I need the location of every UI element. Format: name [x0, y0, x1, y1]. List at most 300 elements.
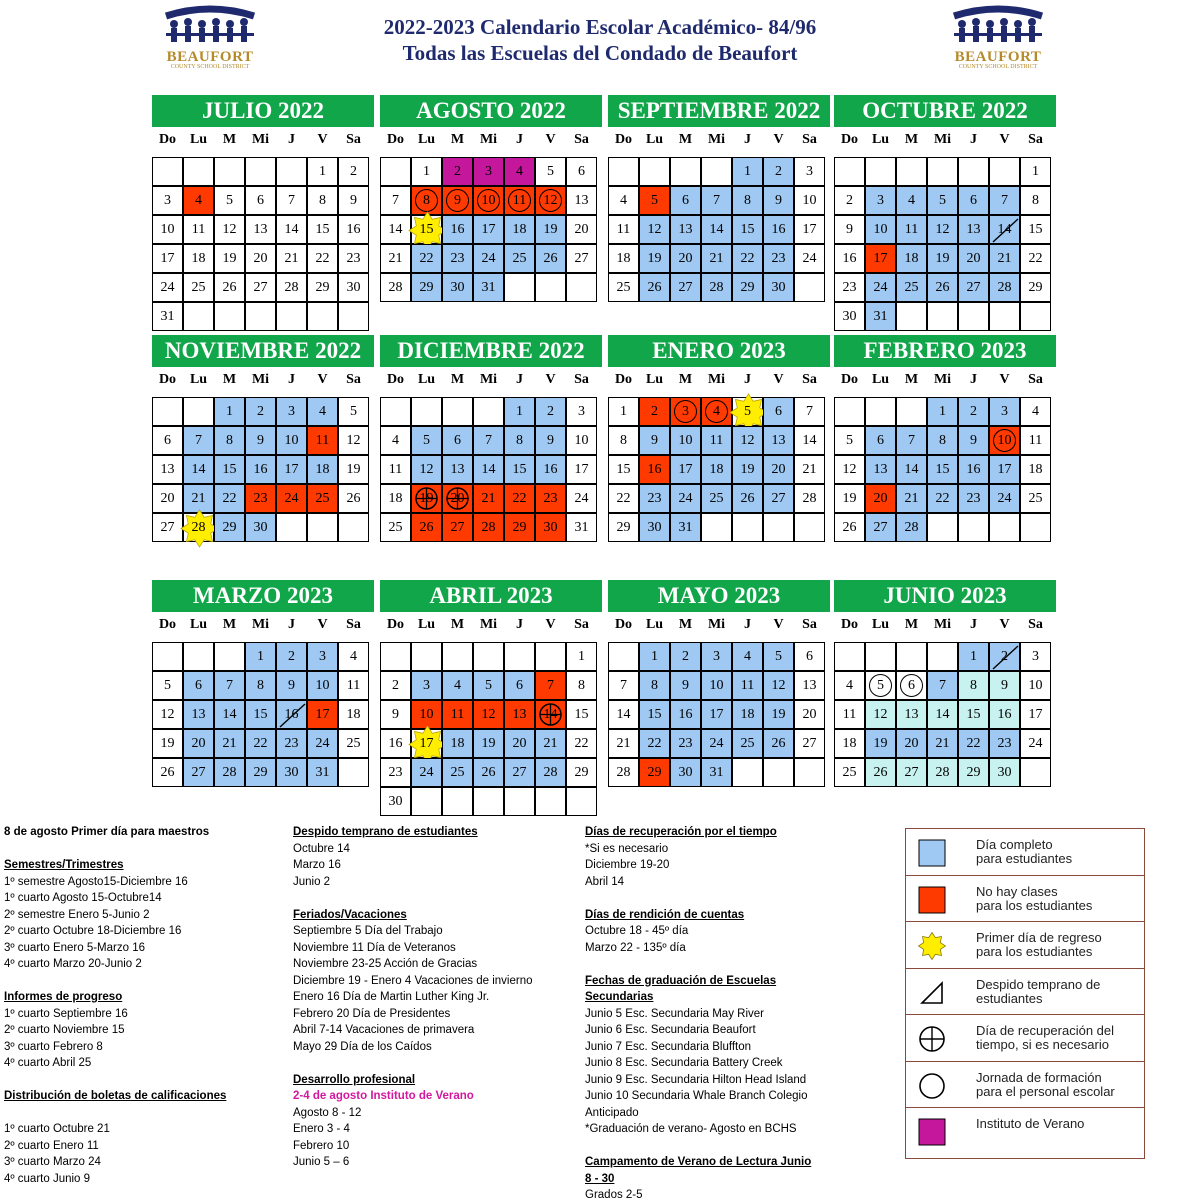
day-cell: 15	[958, 700, 989, 729]
day-cell: 25	[608, 273, 639, 302]
day-cell: 11	[442, 700, 473, 729]
day-cell: 28	[214, 758, 245, 787]
day-cell: 29	[1020, 273, 1051, 302]
month-title: JULIO 2022	[152, 95, 374, 127]
note-line: Junio 6 Esc. Secundaria Beaufort	[585, 1024, 756, 1036]
day-cell: 4	[307, 397, 338, 426]
empty-day-cell	[307, 513, 338, 542]
day-cell: 16	[276, 700, 307, 729]
day-cell: 1	[639, 642, 670, 671]
day-cell: 13	[670, 215, 701, 244]
month-8	[834, 335, 1056, 535]
weekday-label: Lu	[871, 617, 890, 632]
day-cell: 7	[794, 397, 825, 426]
weekday-label: Mi	[707, 132, 726, 147]
day-cell: 7	[276, 186, 307, 215]
day-cell: 5	[732, 397, 763, 426]
day-cell: 5	[411, 426, 442, 455]
empty-day-cell	[834, 397, 865, 426]
note-line: Secundarias	[585, 991, 654, 1003]
weekday-label: M	[678, 617, 693, 632]
empty-day-cell	[958, 157, 989, 186]
day-cell: 25	[380, 513, 411, 542]
weekday-label: V	[317, 617, 328, 632]
day-cell: 1	[504, 397, 535, 426]
day-cell: 20	[504, 729, 535, 758]
day-cell: 26	[927, 273, 958, 302]
weekday-label: J	[970, 132, 977, 147]
title-line-2: Todas las Escuelas del Condado de Beaufort	[402, 41, 798, 65]
day-cell: 23	[763, 244, 794, 273]
notes-column-1	[4, 824, 284, 1187]
day-cell: 23	[670, 729, 701, 758]
weekday-label: Lu	[871, 372, 890, 387]
day-cell: 13	[896, 700, 927, 729]
day-cell: 26	[338, 484, 369, 513]
day-cell: 29	[608, 513, 639, 542]
day-cell: 1	[214, 397, 245, 426]
day-cell: 21	[794, 455, 825, 484]
weekday-label: Lu	[645, 372, 664, 387]
empty-day-cell	[183, 157, 214, 186]
legend-label-line: para los estudiantes	[976, 897, 1093, 913]
day-cell: 2	[442, 157, 473, 186]
empty-day-cell	[183, 397, 214, 426]
district-logo-left	[162, 4, 258, 74]
title-line-1: 2022-2023 Calendario Escolar Académico- 84/96	[383, 15, 817, 39]
day-cell: 17	[989, 455, 1020, 484]
day-cell: 27	[865, 513, 896, 542]
legend-label	[976, 1024, 1141, 1052]
month-12	[834, 580, 1056, 780]
weekday-label: Do	[386, 132, 405, 147]
day-cell: 28	[183, 513, 214, 542]
empty-day-cell	[411, 787, 442, 816]
legend-label-line: para los estudiantes	[976, 944, 1093, 959]
day-cell: 26	[639, 273, 670, 302]
district-logo-right	[950, 4, 1046, 74]
note-line: Feriados/Vacaciones	[293, 908, 407, 921]
note-line	[4, 973, 284, 990]
circle-cross-icon	[918, 1025, 946, 1053]
day-cell: 23	[276, 729, 307, 758]
weekday-header	[380, 127, 602, 153]
note-line	[585, 956, 885, 973]
empty-day-cell	[380, 397, 411, 426]
empty-day-cell	[245, 302, 276, 331]
note-line: 1º cuarto Septiembre 16	[4, 1007, 128, 1020]
day-cell: 25	[896, 273, 927, 302]
day-cell: 28	[380, 273, 411, 302]
legend-label-line: para el personal escolar	[976, 1083, 1115, 1099]
note-line: 4º cuarto Marzo 20-Junio 2	[4, 958, 142, 970]
day-cell: 24	[865, 273, 896, 302]
empty-day-cell	[989, 157, 1020, 186]
day-cell: 17	[1020, 700, 1051, 729]
day-cell: 12	[639, 215, 670, 244]
day-cell: 13	[958, 215, 989, 244]
empty-day-cell	[183, 642, 214, 671]
day-cell: 29	[504, 513, 535, 542]
month-6	[380, 335, 602, 535]
empty-day-cell	[927, 642, 958, 671]
day-cell: 9	[245, 426, 276, 455]
day-cell: 26	[535, 244, 566, 273]
note-line: Abril 7-14 Vacaciones de primavera	[293, 1024, 475, 1036]
legend-label-line: Primer día de regreso	[976, 930, 1102, 945]
day-cell: 9	[535, 426, 566, 455]
day-cell: 22	[504, 484, 535, 513]
note-line: Días de recuperación por el tiempo	[585, 826, 777, 838]
note-line: 2º semestre Enero 5-Junio 2	[4, 908, 150, 921]
day-cell: 29	[958, 758, 989, 787]
logo-name: BEAUFORT	[954, 49, 1042, 65]
day-cell: 2	[276, 642, 307, 671]
note-line: Junio 8 Esc. Secundaria Battery Creek	[585, 1057, 783, 1069]
note-line: Septiembre 5 Día del Trabajo	[293, 925, 443, 937]
note-line: Marzo 16	[293, 859, 341, 871]
day-cell: 12	[152, 700, 183, 729]
day-cell: 15	[732, 215, 763, 244]
day-cell: 13	[152, 455, 183, 484]
day-cell: 2	[958, 397, 989, 426]
day-cell: 13	[183, 700, 214, 729]
empty-day-cell	[535, 787, 566, 816]
weekday-label: Do	[840, 132, 859, 147]
day-cell: 18	[608, 244, 639, 273]
weekday-label: M	[222, 617, 237, 632]
empty-day-cell	[763, 513, 794, 542]
day-cell: 11	[732, 671, 763, 700]
day-cell: 27	[896, 758, 927, 787]
empty-day-cell	[566, 787, 597, 816]
day-cell: 17	[670, 455, 701, 484]
empty-day-cell	[763, 758, 794, 787]
note-line: Junio 5 Esc. Secundaria May River	[585, 1007, 764, 1020]
empty-day-cell	[927, 157, 958, 186]
empty-day-cell	[338, 513, 369, 542]
day-cell: 27	[152, 513, 183, 542]
day-cell: 13	[504, 700, 535, 729]
day-cell: 15	[927, 455, 958, 484]
empty-day-cell	[1020, 513, 1051, 542]
legend-label-line: Jornada de formación	[976, 1069, 1102, 1085]
day-cell: 7	[701, 186, 732, 215]
day-cell: 8	[927, 426, 958, 455]
day-cell: 28	[608, 758, 639, 787]
empty-day-cell	[152, 157, 183, 186]
empty-day-cell	[865, 397, 896, 426]
day-cell: 28	[896, 513, 927, 542]
weekday-header	[834, 367, 1056, 393]
day-cell: 8	[566, 671, 597, 700]
day-cell: 27	[958, 273, 989, 302]
note-line: Mayo 29 Día de los Caídos	[293, 1040, 432, 1053]
month-3	[608, 95, 830, 295]
empty-day-cell	[245, 157, 276, 186]
day-cell: 15	[245, 700, 276, 729]
note-line: Noviembre 11 Día de Veteranos	[293, 941, 456, 954]
day-cell: 30	[380, 787, 411, 816]
day-cell: 19	[152, 729, 183, 758]
day-cell: 19	[338, 455, 369, 484]
weekday-label: J	[970, 617, 977, 632]
logo-subtitle: COUNTY SCHOOL DISTRICT	[958, 64, 1038, 70]
day-cell: 1	[958, 642, 989, 671]
day-cell: 25	[442, 758, 473, 787]
weekday-label: V	[999, 372, 1010, 387]
day-cell: 21	[380, 244, 411, 273]
weekday-label: Do	[840, 372, 859, 387]
day-cell: 23	[338, 244, 369, 273]
day-cell: 13	[566, 186, 597, 215]
legend-label-line: Día de recuperación del	[976, 1023, 1115, 1038]
day-cell: 30	[338, 273, 369, 302]
day-cell: 19	[834, 484, 865, 513]
day-cell: 18	[1020, 455, 1051, 484]
note-line: Diciembre 19 - Enero 4 Vacaciones de invierno	[293, 974, 533, 987]
day-cell: 14	[927, 700, 958, 729]
day-cell: 16	[380, 729, 411, 758]
legend-item	[906, 1015, 1144, 1062]
children-banner-icon	[162, 4, 258, 50]
weekday-label: Lu	[645, 132, 664, 147]
day-cell: 24	[701, 729, 732, 758]
day-cell: 18	[732, 700, 763, 729]
day-cell: 10	[566, 426, 597, 455]
day-cell: 16	[989, 700, 1020, 729]
day-cell: 26	[834, 513, 865, 542]
day-cell: 17	[794, 215, 825, 244]
empty-day-cell	[865, 642, 896, 671]
weekday-label: Do	[614, 132, 633, 147]
day-cell: 29	[566, 758, 597, 787]
empty-day-cell	[1020, 302, 1051, 331]
day-cell: 6	[183, 671, 214, 700]
day-cell: 14	[214, 700, 245, 729]
day-cell: 18	[442, 729, 473, 758]
day-cell: 31	[307, 758, 338, 787]
day-cell: 30	[639, 513, 670, 542]
day-cell: 20	[763, 455, 794, 484]
day-cell: 3	[152, 186, 183, 215]
weekday-label: M	[678, 132, 693, 147]
note-line: *Graduación de verano- Agosto en BCHS	[585, 1123, 797, 1135]
day-cell: 10	[989, 426, 1020, 455]
empty-day-cell	[214, 157, 245, 186]
month-10	[380, 580, 602, 809]
month-title: AGOSTO 2022	[380, 95, 602, 127]
weekday-label: Do	[158, 132, 177, 147]
day-cell: 2	[763, 157, 794, 186]
empty-day-cell	[701, 157, 732, 186]
day-cell: 2	[380, 671, 411, 700]
note-line: Junio 7 Esc. Secundaria Bluffton	[585, 1040, 752, 1053]
day-cell: 10	[794, 186, 825, 215]
day-cell: 11	[307, 426, 338, 455]
day-cell: 18	[307, 455, 338, 484]
month-title: ENERO 2023	[608, 335, 830, 367]
day-cell: 30	[989, 758, 1020, 787]
day-cell: 4	[608, 186, 639, 215]
weekday-label: Sa	[802, 372, 817, 387]
logo-subtitle: COUNTY SCHOOL DISTRICT	[170, 64, 250, 70]
day-cell: 23	[834, 273, 865, 302]
yellow-star-icon	[918, 932, 946, 960]
empty-day-cell	[307, 302, 338, 331]
legend-label	[976, 1117, 1141, 1131]
day-cell: 30	[535, 513, 566, 542]
empty-day-cell	[958, 302, 989, 331]
note-line: Marzo 22 - 135º día	[585, 941, 686, 954]
day-cell: 21	[276, 244, 307, 273]
day-cell: 9	[763, 186, 794, 215]
empty-day-cell	[214, 642, 245, 671]
note-line: Febrero 10	[293, 1139, 350, 1152]
empty-day-cell	[794, 758, 825, 787]
weekday-header	[380, 367, 602, 393]
note-line: Junio 10 Secundaria Whale Branch Colegio	[585, 1090, 808, 1102]
day-cell: 17	[411, 729, 442, 758]
day-cell: 23	[535, 484, 566, 513]
day-cell: 26	[214, 273, 245, 302]
day-cell: 12	[927, 215, 958, 244]
day-cell: 5	[865, 671, 896, 700]
day-cell: 20	[794, 700, 825, 729]
day-cell: 24	[670, 484, 701, 513]
empty-day-cell	[442, 397, 473, 426]
day-cell: 14	[183, 455, 214, 484]
day-cell: 2	[989, 642, 1020, 671]
day-cell: 29	[639, 758, 670, 787]
day-cell: 4	[504, 157, 535, 186]
day-cell: 23	[380, 758, 411, 787]
weekday-label: V	[317, 372, 328, 387]
day-cell: 24	[989, 484, 1020, 513]
day-cell: 2	[639, 397, 670, 426]
note-line: Junio 9 Esc. Secundaria Hilton Head Island	[585, 1073, 807, 1086]
day-cell: 14	[794, 426, 825, 455]
day-cell: 1	[927, 397, 958, 426]
month-title: MAYO 2023	[608, 580, 830, 612]
weekday-label: Mi	[251, 372, 270, 387]
day-cell: 30	[763, 273, 794, 302]
day-cell: 12	[763, 671, 794, 700]
weekday-label: Do	[386, 617, 405, 632]
empty-day-cell	[794, 513, 825, 542]
weekday-label: V	[999, 132, 1010, 147]
day-cell: 3	[670, 397, 701, 426]
day-cell: 5	[763, 642, 794, 671]
empty-day-cell	[701, 513, 732, 542]
day-cell: 9	[958, 426, 989, 455]
day-cell: 22	[245, 729, 276, 758]
day-cell: 12	[732, 426, 763, 455]
day-cell: 3	[701, 642, 732, 671]
day-cell: 27	[183, 758, 214, 787]
empty-day-cell	[442, 787, 473, 816]
legend-label	[976, 838, 1141, 866]
note-line	[585, 890, 885, 907]
day-cell: 15	[504, 455, 535, 484]
day-cell: 12	[865, 700, 896, 729]
notes-column-3	[585, 824, 885, 1204]
day-cell: 20	[670, 244, 701, 273]
month-title: NOVIEMBRE 2022	[152, 335, 374, 367]
day-cell: 8	[958, 671, 989, 700]
day-cell: 26	[732, 484, 763, 513]
empty-day-cell	[535, 273, 566, 302]
day-cell: 19	[763, 700, 794, 729]
day-cell: 14	[276, 215, 307, 244]
red-square-icon	[918, 886, 946, 914]
day-cell: 8	[639, 671, 670, 700]
legend-label-line: tiempo, si es necesario	[976, 1037, 1109, 1052]
note-line: 2-4 de agosto Instituto de Verano	[293, 1090, 474, 1102]
day-cell: 4	[896, 186, 927, 215]
note-line: 1º semestre Agosto15-Diciembre 16	[4, 875, 188, 888]
note-line: Agosto 8 - 12	[293, 1106, 362, 1119]
note-line: Enero 3 - 4	[293, 1123, 350, 1135]
day-cell: 4	[701, 397, 732, 426]
note-line: 4º cuarto Junio 9	[4, 1172, 91, 1185]
day-cell: 11	[608, 215, 639, 244]
note-line	[4, 841, 284, 858]
empty-day-cell	[152, 642, 183, 671]
day-cell: 11	[896, 215, 927, 244]
day-cell: 6	[958, 186, 989, 215]
day-cell: 10	[276, 426, 307, 455]
legend-label	[976, 885, 1141, 913]
day-cell: 8	[214, 426, 245, 455]
note-line: 3º cuarto Enero 5-Marzo 16	[4, 941, 145, 954]
blue-square-icon	[918, 839, 946, 867]
day-cell: 22	[566, 729, 597, 758]
day-cell: 27	[245, 273, 276, 302]
empty-day-cell	[504, 273, 535, 302]
weekday-label: M	[904, 132, 919, 147]
day-cell: 17	[307, 700, 338, 729]
day-cell: 17	[566, 455, 597, 484]
day-cell: 20	[152, 484, 183, 513]
weekday-header	[152, 612, 374, 638]
day-cell: 29	[732, 273, 763, 302]
day-cell: 12	[834, 455, 865, 484]
day-cell: 27	[670, 273, 701, 302]
day-cell: 26	[473, 758, 504, 787]
day-cell: 24	[1020, 729, 1051, 758]
note-line: Abril 14	[585, 875, 624, 888]
empty-day-cell	[865, 157, 896, 186]
weekday-label: Sa	[1028, 132, 1043, 147]
day-cell: 4	[732, 642, 763, 671]
month-11	[608, 580, 830, 780]
day-cell: 7	[473, 426, 504, 455]
day-cell: 22	[307, 244, 338, 273]
day-cell: 20	[442, 484, 473, 513]
month-5	[152, 335, 374, 535]
day-cell: 23	[639, 484, 670, 513]
day-cell: 6	[152, 426, 183, 455]
month-title: FEBRERO 2023	[834, 335, 1056, 367]
day-cell: 11	[338, 671, 369, 700]
day-cell: 31	[473, 273, 504, 302]
day-cell: 21	[989, 244, 1020, 273]
day-cell: 25	[338, 729, 369, 758]
day-cell: 28	[927, 758, 958, 787]
note-line: *Si es necesario	[585, 842, 669, 855]
day-cell: 21	[535, 729, 566, 758]
